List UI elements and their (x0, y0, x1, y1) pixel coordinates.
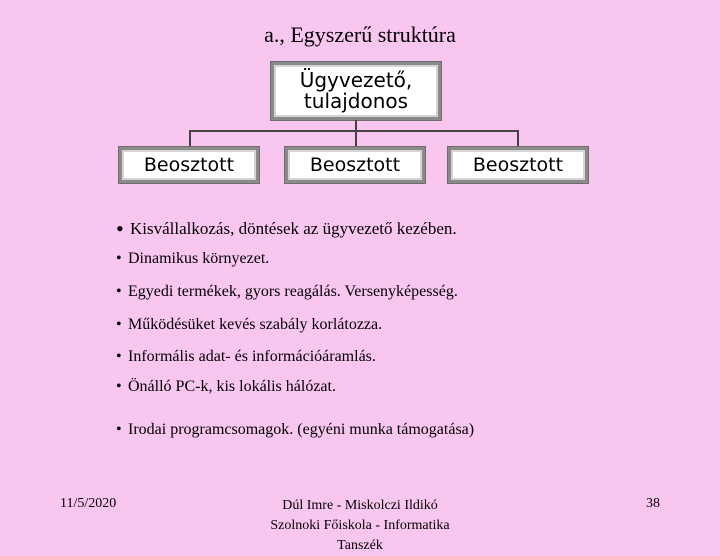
bullet-dot-icon: • (116, 378, 122, 395)
footer-center (250, 496, 470, 556)
subordinate-label: Beosztott (309, 154, 401, 176)
top-node-box (271, 62, 441, 120)
bullet-item (116, 378, 336, 396)
subordinate-box-2 (285, 147, 425, 183)
bullet-item (116, 250, 269, 268)
subordinate-label: Beosztott (472, 154, 564, 176)
bullet-item (116, 316, 382, 334)
subordinate-box-1 (119, 147, 259, 183)
bullet-dot-icon: • (116, 348, 122, 365)
subordinate-label: Beosztott (143, 154, 235, 176)
bullet-dot-icon: • (116, 421, 122, 438)
bullet-text: Kisvállalkozás, döntések az ügyvezető kezében. (130, 219, 457, 238)
bullet-text: Működésüket kevés szabály korlátozza. (128, 316, 383, 333)
bullet-text: Egyedi termékek, gyors reagálás. Versenyképesség. (128, 283, 458, 300)
footer-date: 11/5/2020 (60, 496, 117, 511)
bullet-item (116, 283, 458, 301)
bullet-text: Önálló PC-k, kis lokális hálózat. (128, 378, 336, 395)
bullet-dot-icon: • (116, 216, 124, 241)
bullet-text: Dinamikus környezet. (128, 250, 270, 267)
connector-right (517, 130, 519, 147)
bullet-item (116, 348, 376, 366)
page-number: 38 (646, 496, 660, 511)
bullet-text: Informális adat- és információáramlás. (128, 348, 376, 365)
bullet-text: Irodai programcsomagok. (egyéni munka támogatása) (128, 421, 475, 438)
top-node-label: Ügyvezető, tulajdonos (299, 68, 413, 113)
connector-middle (355, 130, 357, 147)
footer-institution: Szolnoki Főiskola - Informatika Tanszék (270, 518, 450, 553)
bullet-item (116, 421, 474, 439)
subordinate-box-3 (448, 147, 588, 183)
connector-horizontal (189, 130, 519, 132)
footer-authors: Dúl Imre - Miskolczi Ildikó (282, 498, 438, 513)
bullet-dot-icon: • (116, 250, 122, 267)
bullet-dot-icon: • (116, 316, 122, 333)
bullet-item (116, 216, 457, 242)
connector-left (189, 130, 191, 147)
bullet-dot-icon: • (116, 283, 122, 300)
slide-title: a., Egyszerű struktúra (264, 22, 456, 47)
